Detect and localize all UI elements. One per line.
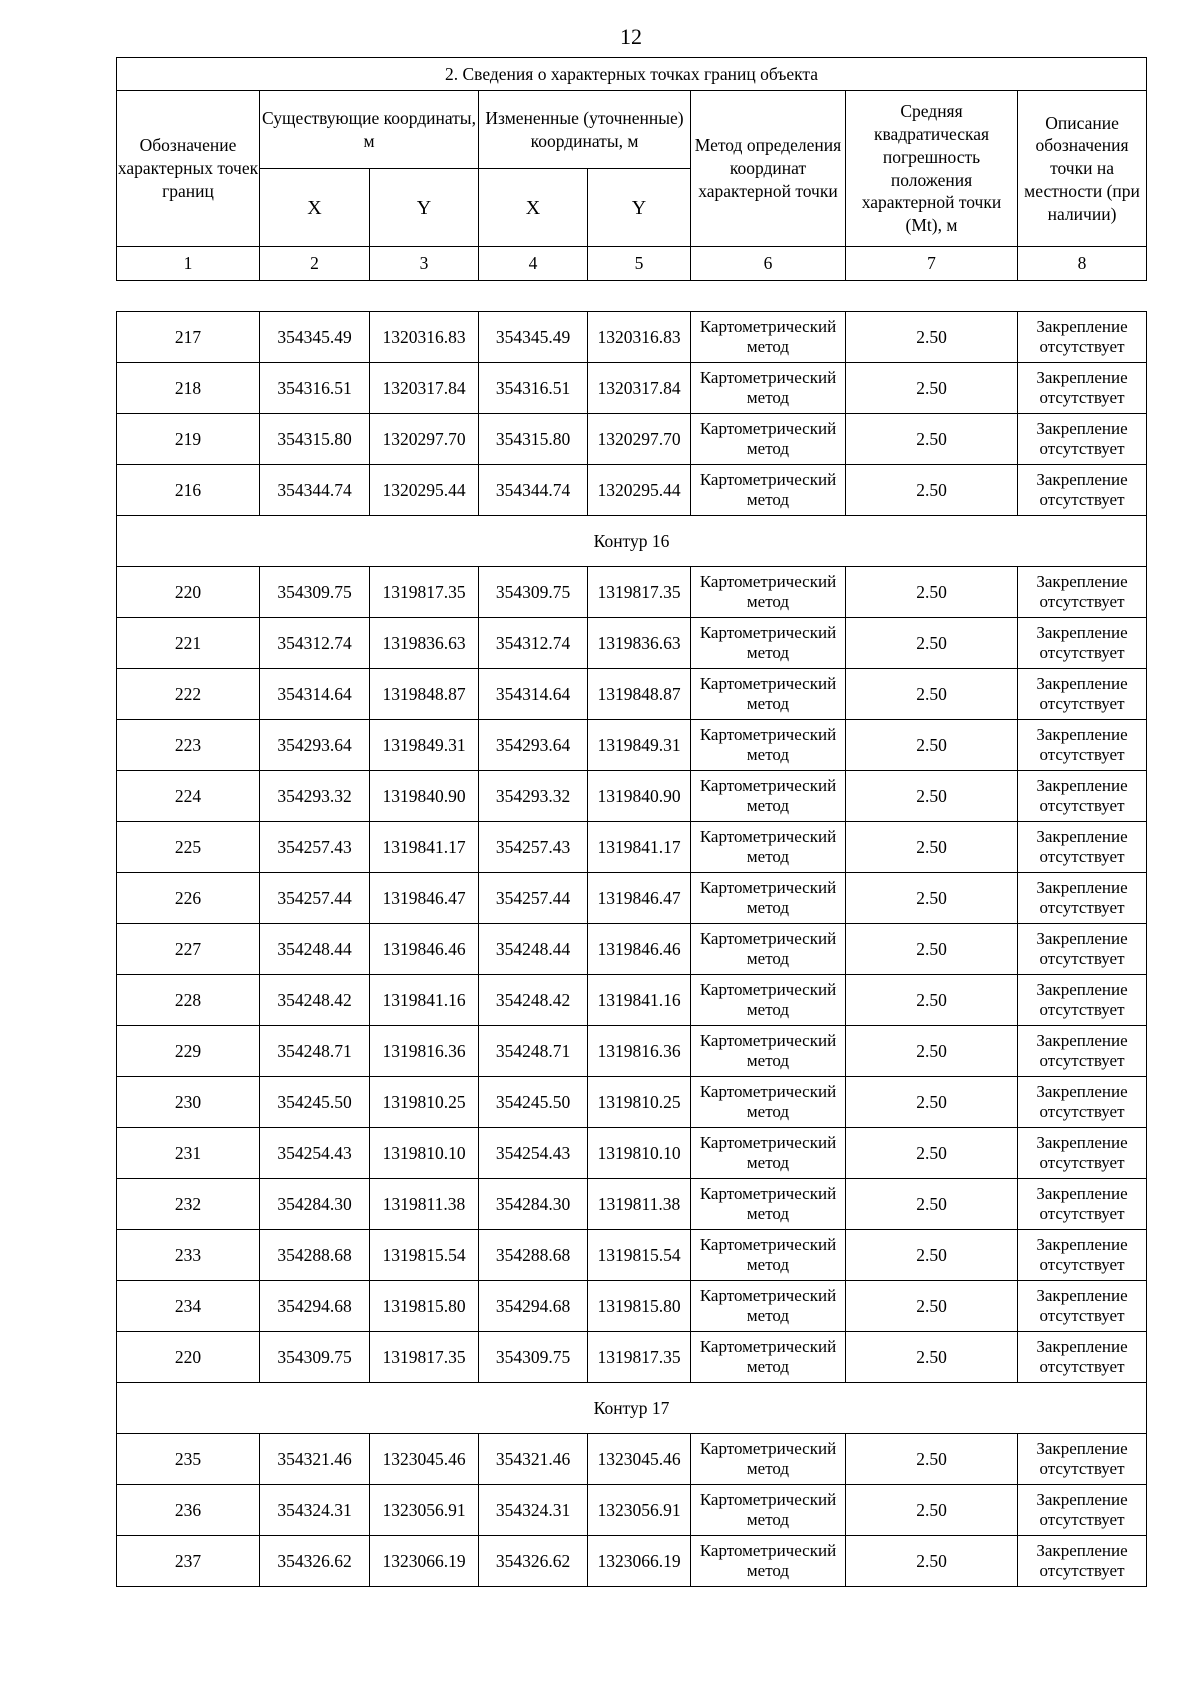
point-id-cell: 233 [117, 1230, 260, 1281]
changed-x-cell: 354284.30 [479, 1179, 588, 1230]
error-cell: 2.50 [846, 1434, 1018, 1485]
error-cell: 2.50 [846, 618, 1018, 669]
table-row [117, 414, 1147, 465]
table-row [117, 1077, 1147, 1128]
changed-x-cell: 354309.75 [479, 1332, 588, 1383]
changed-y-cell: 1319817.35 [588, 1332, 691, 1383]
contour-label: Контур 17 [117, 1383, 1147, 1434]
changed-x-cell: 354294.68 [479, 1281, 588, 1332]
changed-x-cell: 354326.62 [479, 1536, 588, 1587]
table-row [117, 1281, 1147, 1332]
changed-x-cell: 354257.43 [479, 822, 588, 873]
changed-y-cell: 1323045.46 [588, 1434, 691, 1485]
existing-x-cell: 354315.80 [260, 414, 370, 465]
changed-x-cell: 354312.74 [479, 618, 588, 669]
method-cell: Картометрический метод [691, 618, 846, 669]
table-row [117, 465, 1147, 516]
remark-cell: Закрепление отсутствует [1018, 312, 1147, 363]
existing-x-cell: 354309.75 [260, 567, 370, 618]
method-cell: Картометрический метод [691, 1179, 846, 1230]
column-number: 4 [479, 247, 588, 281]
error-cell: 2.50 [846, 720, 1018, 771]
method-cell: Картометрический метод [691, 924, 846, 975]
contour-label: Контур 16 [117, 516, 1147, 567]
error-cell: 2.50 [846, 975, 1018, 1026]
point-id-cell: 230 [117, 1077, 260, 1128]
existing-x-cell: 354293.64 [260, 720, 370, 771]
changed-x-cell: 354344.74 [479, 465, 588, 516]
column-number: 3 [370, 247, 479, 281]
existing-x-cell: 354309.75 [260, 1332, 370, 1383]
error-cell: 2.50 [846, 1281, 1018, 1332]
existing-x-cell: 354248.42 [260, 975, 370, 1026]
changed-y-cell: 1320316.83 [588, 312, 691, 363]
method-cell: Картометрический метод [691, 1281, 846, 1332]
header-point-designation: Обозначение характерных точек границ [117, 91, 260, 247]
header-existing-x: X [260, 169, 370, 247]
header-changed-x: X [479, 169, 588, 247]
method-cell: Картометрический метод [691, 669, 846, 720]
point-id-cell: 226 [117, 873, 260, 924]
remark-cell: Закрепление отсутствует [1018, 567, 1147, 618]
error-cell: 2.50 [846, 1026, 1018, 1077]
existing-y-cell: 1323066.19 [370, 1536, 479, 1587]
existing-x-cell: 354288.68 [260, 1230, 370, 1281]
method-cell: Картометрический метод [691, 1128, 846, 1179]
existing-y-cell: 1319811.38 [370, 1179, 479, 1230]
remark-cell: Закрепление отсутствует [1018, 414, 1147, 465]
error-cell: 2.50 [846, 414, 1018, 465]
point-id-cell: 234 [117, 1281, 260, 1332]
table-row [117, 1536, 1147, 1587]
error-cell: 2.50 [846, 1332, 1018, 1383]
remark-cell: Закрепление отсутствует [1018, 1536, 1147, 1587]
point-id-cell: 220 [117, 1332, 260, 1383]
existing-y-cell: 1323045.46 [370, 1434, 479, 1485]
existing-x-cell: 354294.68 [260, 1281, 370, 1332]
existing-y-cell: 1320295.44 [370, 465, 479, 516]
existing-y-cell: 1319846.47 [370, 873, 479, 924]
table-row [117, 975, 1147, 1026]
existing-y-cell: 1319817.35 [370, 567, 479, 618]
method-cell: Картометрический метод [691, 1434, 846, 1485]
point-id-cell: 225 [117, 822, 260, 873]
changed-x-cell: 354309.75 [479, 567, 588, 618]
table-row [117, 720, 1147, 771]
existing-y-cell: 1320317.84 [370, 363, 479, 414]
error-cell: 2.50 [846, 771, 1018, 822]
header-description: Описание обозначения точки на местности (при наличии) [1018, 91, 1147, 247]
coordinates-table [116, 311, 1147, 1587]
changed-y-cell: 1323056.91 [588, 1485, 691, 1536]
changed-x-cell: 354345.49 [479, 312, 588, 363]
error-cell: 2.50 [846, 822, 1018, 873]
table-caption: 2. Сведения о характерных точках границ объекта [117, 58, 1147, 91]
existing-x-cell: 354245.50 [260, 1077, 370, 1128]
error-cell: 2.50 [846, 873, 1018, 924]
existing-y-cell: 1319810.25 [370, 1077, 479, 1128]
existing-y-cell: 1319841.17 [370, 822, 479, 873]
method-cell: Картометрический метод [691, 975, 846, 1026]
method-cell: Картометрический метод [691, 363, 846, 414]
existing-y-cell: 1319816.36 [370, 1026, 479, 1077]
method-cell: Картометрический метод [691, 1077, 846, 1128]
header-existing-y: Y [370, 169, 479, 247]
header-existing-coordinates: Существующие координаты, м [260, 91, 479, 169]
existing-y-cell: 1319815.80 [370, 1281, 479, 1332]
column-number: 2 [260, 247, 370, 281]
existing-y-cell: 1319817.35 [370, 1332, 479, 1383]
existing-x-cell: 354326.62 [260, 1536, 370, 1587]
changed-y-cell: 1319810.25 [588, 1077, 691, 1128]
header-method: Метод определения координат характерной точки [691, 91, 846, 247]
existing-x-cell: 354284.30 [260, 1179, 370, 1230]
error-cell: 2.50 [846, 363, 1018, 414]
existing-y-cell: 1319810.10 [370, 1128, 479, 1179]
table-row [117, 1485, 1147, 1536]
remark-cell: Закрепление отсутствует [1018, 1179, 1147, 1230]
column-number: 6 [691, 247, 846, 281]
point-id-cell: 217 [117, 312, 260, 363]
table-row [117, 1026, 1147, 1077]
existing-y-cell: 1319841.16 [370, 975, 479, 1026]
table-row [117, 1128, 1147, 1179]
changed-x-cell: 354293.32 [479, 771, 588, 822]
changed-x-cell: 354321.46 [479, 1434, 588, 1485]
remark-cell: Закрепление отсутствует [1018, 669, 1147, 720]
error-cell: 2.50 [846, 924, 1018, 975]
error-cell: 2.50 [846, 567, 1018, 618]
point-id-cell: 227 [117, 924, 260, 975]
point-id-cell: 218 [117, 363, 260, 414]
remark-cell: Закрепление отсутствует [1018, 363, 1147, 414]
changed-x-cell: 354248.42 [479, 975, 588, 1026]
changed-y-cell: 1319836.63 [588, 618, 691, 669]
column-number: 7 [846, 247, 1018, 281]
existing-x-cell: 354316.51 [260, 363, 370, 414]
error-cell: 2.50 [846, 465, 1018, 516]
changed-x-cell: 354324.31 [479, 1485, 588, 1536]
table-row [117, 1434, 1147, 1485]
point-id-cell: 231 [117, 1128, 260, 1179]
remark-cell: Закрепление отсутствует [1018, 873, 1147, 924]
changed-y-cell: 1319840.90 [588, 771, 691, 822]
changed-y-cell: 1319849.31 [588, 720, 691, 771]
contour-row [117, 516, 1147, 567]
changed-y-cell: 1323066.19 [588, 1536, 691, 1587]
existing-x-cell: 354257.43 [260, 822, 370, 873]
point-id-cell: 222 [117, 669, 260, 720]
existing-y-cell: 1319848.87 [370, 669, 479, 720]
existing-y-cell: 1320297.70 [370, 414, 479, 465]
changed-y-cell: 1319841.16 [588, 975, 691, 1026]
error-cell: 2.50 [846, 1179, 1018, 1230]
table-header [116, 57, 1147, 281]
method-cell: Картометрический метод [691, 567, 846, 618]
page-number: 12 [620, 24, 642, 49]
point-id-cell: 236 [117, 1485, 260, 1536]
method-cell: Картометрический метод [691, 873, 846, 924]
existing-x-cell: 354324.31 [260, 1485, 370, 1536]
changed-y-cell: 1319815.54 [588, 1230, 691, 1281]
changed-y-cell: 1319848.87 [588, 669, 691, 720]
table-row [117, 924, 1147, 975]
table-row [117, 1230, 1147, 1281]
column-numbers-row [117, 247, 1147, 281]
changed-x-cell: 354314.64 [479, 669, 588, 720]
existing-y-cell: 1319836.63 [370, 618, 479, 669]
remark-cell: Закрепление отсутствует [1018, 1230, 1147, 1281]
changed-y-cell: 1319815.80 [588, 1281, 691, 1332]
table-row [117, 363, 1147, 414]
remark-cell: Закрепление отсутствует [1018, 1281, 1147, 1332]
remark-cell: Закрепление отсутствует [1018, 1128, 1147, 1179]
remark-cell: Закрепление отсутствует [1018, 924, 1147, 975]
point-id-cell: 216 [117, 465, 260, 516]
method-cell: Картометрический метод [691, 1230, 846, 1281]
remark-cell: Закрепление отсутствует [1018, 1332, 1147, 1383]
changed-y-cell: 1319846.46 [588, 924, 691, 975]
changed-x-cell: 354293.64 [479, 720, 588, 771]
point-id-cell: 221 [117, 618, 260, 669]
changed-y-cell: 1319841.17 [588, 822, 691, 873]
changed-y-cell: 1320297.70 [588, 414, 691, 465]
existing-x-cell: 354248.71 [260, 1026, 370, 1077]
remark-cell: Закрепление отсутствует [1018, 771, 1147, 822]
method-cell: Картометрический метод [691, 312, 846, 363]
changed-y-cell: 1319816.36 [588, 1026, 691, 1077]
existing-x-cell: 354248.44 [260, 924, 370, 975]
changed-y-cell: 1319810.10 [588, 1128, 691, 1179]
remark-cell: Закрепление отсутствует [1018, 975, 1147, 1026]
changed-x-cell: 354316.51 [479, 363, 588, 414]
error-cell: 2.50 [846, 1536, 1018, 1587]
error-cell: 2.50 [846, 669, 1018, 720]
existing-y-cell: 1319815.54 [370, 1230, 479, 1281]
existing-y-cell: 1319846.46 [370, 924, 479, 975]
remark-cell: Закрепление отсутствует [1018, 1077, 1147, 1128]
existing-x-cell: 354314.64 [260, 669, 370, 720]
method-cell: Картометрический метод [691, 1536, 846, 1587]
changed-x-cell: 354315.80 [479, 414, 588, 465]
changed-y-cell: 1319811.38 [588, 1179, 691, 1230]
table-row [117, 1332, 1147, 1383]
contour-row [117, 1383, 1147, 1434]
method-cell: Картометрический метод [691, 771, 846, 822]
error-cell: 2.50 [846, 1128, 1018, 1179]
point-id-cell: 235 [117, 1434, 260, 1485]
column-number: 1 [117, 247, 260, 281]
remark-cell: Закрепление отсутствует [1018, 1026, 1147, 1077]
error-cell: 2.50 [846, 312, 1018, 363]
table-row [117, 567, 1147, 618]
header-changed-y: Y [588, 169, 691, 247]
changed-y-cell: 1320317.84 [588, 363, 691, 414]
table-row [117, 771, 1147, 822]
table-row [117, 822, 1147, 873]
existing-x-cell: 354293.32 [260, 771, 370, 822]
remark-cell: Закрепление отсутствует [1018, 720, 1147, 771]
point-id-cell: 228 [117, 975, 260, 1026]
error-cell: 2.50 [846, 1485, 1018, 1536]
changed-x-cell: 354248.44 [479, 924, 588, 975]
remark-cell: Закрепление отсутствует [1018, 1434, 1147, 1485]
existing-y-cell: 1320316.83 [370, 312, 479, 363]
header-changed-coordinates: Измененные (уточненные) координаты, м [479, 91, 691, 169]
method-cell: Картометрический метод [691, 1485, 846, 1536]
remark-cell: Закрепление отсутствует [1018, 1485, 1147, 1536]
changed-y-cell: 1320295.44 [588, 465, 691, 516]
existing-x-cell: 354254.43 [260, 1128, 370, 1179]
existing-x-cell: 354344.74 [260, 465, 370, 516]
existing-y-cell: 1319840.90 [370, 771, 479, 822]
method-cell: Картометрический метод [691, 720, 846, 771]
remark-cell: Закрепление отсутствует [1018, 465, 1147, 516]
changed-x-cell: 354245.50 [479, 1077, 588, 1128]
point-id-cell: 232 [117, 1179, 260, 1230]
table-row [117, 312, 1147, 363]
method-cell: Картометрический метод [691, 822, 846, 873]
method-cell: Картометрический метод [691, 414, 846, 465]
changed-x-cell: 354248.71 [479, 1026, 588, 1077]
point-id-cell: 229 [117, 1026, 260, 1077]
existing-y-cell: 1323056.91 [370, 1485, 479, 1536]
existing-y-cell: 1319849.31 [370, 720, 479, 771]
changed-x-cell: 354257.44 [479, 873, 588, 924]
method-cell: Картометрический метод [691, 1026, 846, 1077]
point-id-cell: 219 [117, 414, 260, 465]
method-cell: Картометрический метод [691, 465, 846, 516]
point-id-cell: 220 [117, 567, 260, 618]
changed-y-cell: 1319817.35 [588, 567, 691, 618]
error-cell: 2.50 [846, 1230, 1018, 1281]
column-number: 8 [1018, 247, 1147, 281]
remark-cell: Закрепление отсутствует [1018, 618, 1147, 669]
error-cell: 2.50 [846, 1077, 1018, 1128]
point-id-cell: 224 [117, 771, 260, 822]
changed-x-cell: 354288.68 [479, 1230, 588, 1281]
table-row [117, 1179, 1147, 1230]
point-id-cell: 237 [117, 1536, 260, 1587]
method-cell: Картометрический метод [691, 1332, 846, 1383]
header-error: Средняя квадратическая погрешность положения характерной точки (Mt), м [846, 91, 1018, 247]
table-row [117, 873, 1147, 924]
existing-x-cell: 354257.44 [260, 873, 370, 924]
column-number: 5 [588, 247, 691, 281]
point-id-cell: 223 [117, 720, 260, 771]
table-row [117, 669, 1147, 720]
existing-x-cell: 354345.49 [260, 312, 370, 363]
changed-y-cell: 1319846.47 [588, 873, 691, 924]
remark-cell: Закрепление отсутствует [1018, 822, 1147, 873]
existing-x-cell: 354321.46 [260, 1434, 370, 1485]
table-row [117, 618, 1147, 669]
existing-x-cell: 354312.74 [260, 618, 370, 669]
changed-x-cell: 354254.43 [479, 1128, 588, 1179]
